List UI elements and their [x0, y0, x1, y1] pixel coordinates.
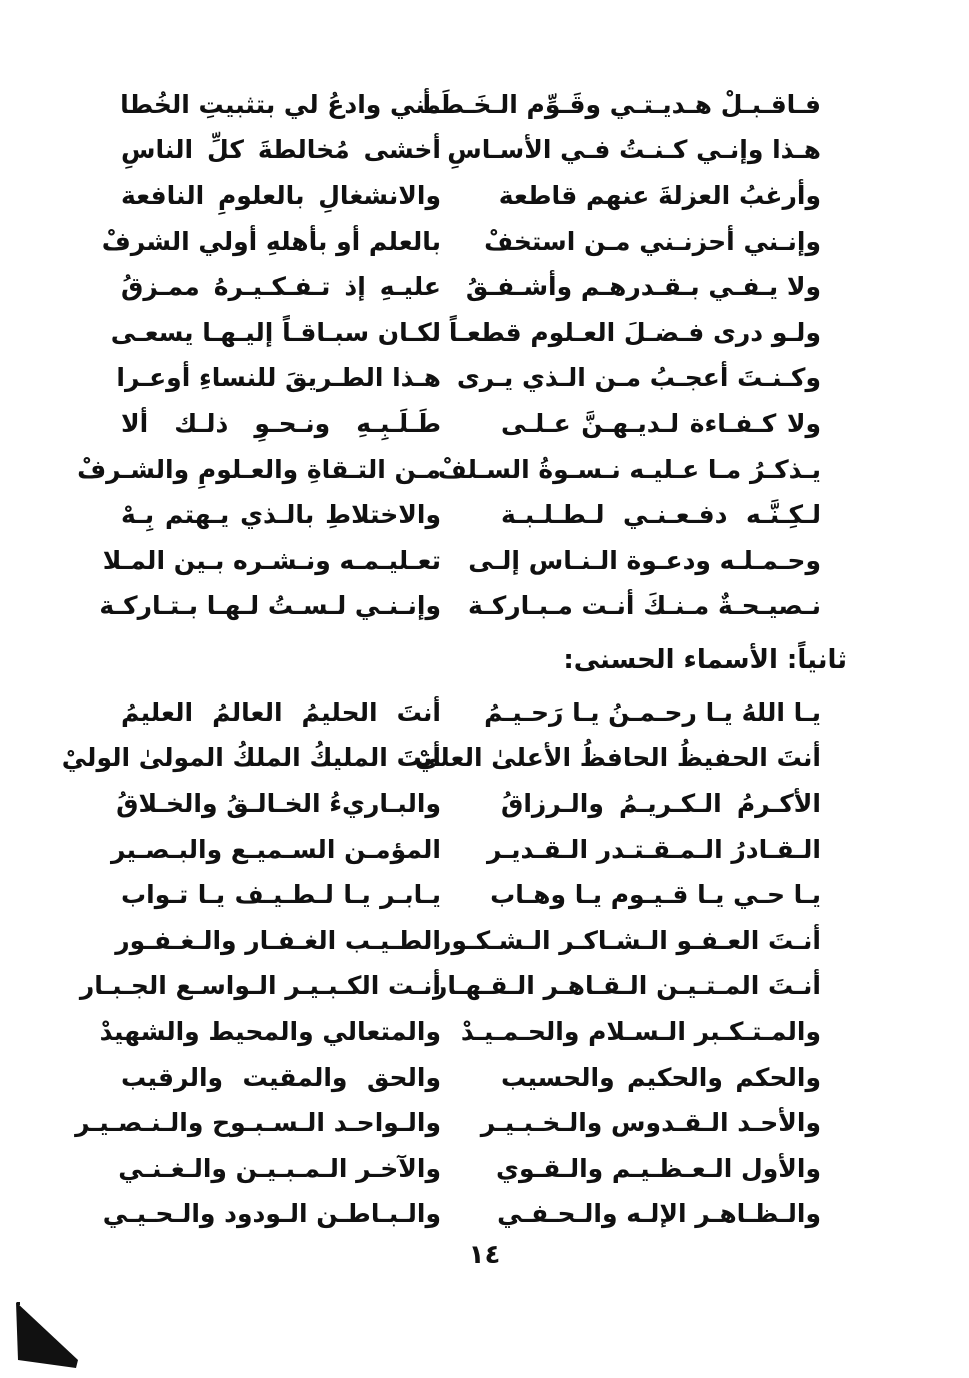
- verse-first-half: أنتَ الحفيظُ الحافظُ الأعلىٰ العليْ: [414, 743, 821, 773]
- verse-first-half: ولا يـفـي بـقـدرهـم وأشـفـقُ: [465, 272, 821, 302]
- verse-second-half: أخشى مُخالطةَ كلِّ الناسِ: [121, 135, 441, 165]
- verse-second-half: والاختلاطِ بالـذي يـهتم بِـهْ: [121, 500, 441, 530]
- poem-stanza-1: [77, 82, 821, 629]
- verse-second-half: مـن التـقاةِ والعـلومِ والشـرفْ: [77, 454, 441, 484]
- verse-row: [75, 1100, 821, 1146]
- verse-second-half: والـواحـد الـسـبـوح والـنـصـيـر: [75, 1108, 441, 1138]
- page-number: ١٤: [468, 1240, 501, 1270]
- verse-row: [118, 1146, 821, 1192]
- verse-second-half: أنـت الكـبـيـر الـواسـع الجـبـار: [79, 971, 441, 1001]
- verse-row: [99, 1009, 821, 1055]
- verse-first-half: هـذا وإنـي كـنـتُ فـي الأسـاسِ: [447, 135, 821, 165]
- verse-first-half: والأول الـعـظـيـم والـقـوي: [496, 1153, 821, 1183]
- verse-first-half: وأرغبُ العزلةَ عنهم قاطعة: [498, 180, 821, 210]
- verse-first-half: يـذكـرُ مـا عـليـه نـسـوةُ السـلفْ: [437, 454, 821, 484]
- verse-row: [121, 690, 821, 736]
- verse-row: [77, 447, 821, 493]
- verse-second-half: الطـيـب الغـفـار والـغـفـور: [115, 925, 441, 955]
- verse-row: [121, 401, 821, 447]
- verse-row: [101, 219, 821, 265]
- verse-second-half: طَـلَـبِـهِ ونـحـوِ ذلـك ألا: [121, 408, 441, 438]
- verse-second-half: والـبـاطـن الـودود والـحـيـي: [102, 1199, 441, 1229]
- verse-first-half: يـا حـي يـا قـيـوم يـا وهـاب: [490, 880, 821, 910]
- verse-first-half: يـا اللهُ يـا رحـمـنُ يـا رَحـيـمُ: [484, 697, 821, 727]
- verse-second-half: والبـاريءُ الخـالـقُ والخـلاقُ: [116, 788, 441, 818]
- verse-row: [121, 264, 821, 310]
- verse-first-half: والأحـد الـقـدوس والـخـبـيـر: [480, 1108, 821, 1138]
- verse-second-half: عليـهِ إذ تـفـكـيـرهُ ممـزقُ: [121, 272, 441, 302]
- verse-second-half: لكـان سبـاقـاً إليـهـا يسعـى: [110, 317, 441, 347]
- verse-second-half: والمتعالي والمحيط والشهيدْ: [99, 1016, 441, 1046]
- verse-row: [115, 918, 821, 964]
- verse-second-half: والحق والمقيت والرقيب: [121, 1062, 441, 1092]
- verse-row: [110, 827, 821, 873]
- verse-second-half: وإنـنـي لـسـتُ لـهـا بـتـاركـة: [99, 591, 441, 621]
- section-heading: ثانياً: الأسماء الحسنى:: [563, 645, 847, 675]
- verse-second-half: والانشغالِ بالعلومِ النافعة: [121, 180, 441, 210]
- verse-second-half: أنتَ الحليمُ العالمُ العليمُ: [121, 697, 441, 727]
- verse-row: [102, 538, 821, 584]
- verse-second-half: أنتَ المليكُ الملكُ المولىٰ الوليْ: [61, 743, 441, 773]
- verse-row: [102, 1192, 821, 1238]
- verse-second-half: المؤمـن السـميـع والبـصـير: [110, 834, 441, 864]
- verse-row: [79, 964, 821, 1010]
- verse-first-half: أنـتَ المـتـيـن الـقـاهـر الـقـهـار: [432, 971, 821, 1001]
- verse-first-half: وإنـني أحزنـني مـن استخفْ: [484, 226, 821, 256]
- verse-second-half: والآخـر الـمـبـيـن والـغـنـي: [118, 1153, 441, 1183]
- verse-first-half: وحـمـلـه ودعـوة الـنـاس إلـى: [468, 545, 821, 575]
- verse-first-half: والحكم والحكيم والحسيب: [501, 1062, 821, 1092]
- verse-first-half: والـظـاهـر الإلـه والـحـفـي: [497, 1199, 821, 1229]
- verse-first-half: الـقـادرُ الـمـقـتـدر الـقـديـر: [487, 834, 821, 864]
- verse-second-half: هـذا الطـريقَ للنساءِ أوعـرا: [116, 363, 441, 393]
- verse-row: [116, 356, 821, 402]
- verse-first-half: وكـنـتَ أعجـبُ مـن الـذي يـرى: [456, 363, 821, 393]
- scan-corner-shadow: [14, 1300, 78, 1368]
- verse-row: [99, 584, 821, 630]
- verse-second-half: يـابـر يـا لـطـيـف يـا تـواب: [121, 880, 441, 910]
- verse-row: [121, 82, 821, 128]
- verse-row: [121, 128, 821, 174]
- verse-second-half: مني وادعُ لي بتثبيتِ الخُطا: [120, 89, 441, 119]
- verse-row: [121, 1055, 821, 1101]
- verse-first-half: أنـتَ العـفـو الـشـاكـر الـشـكـور: [436, 925, 821, 955]
- verse-row: [121, 872, 821, 918]
- verse-first-half: ولا كـفـاءة لـديـهـنَّ عـلـى: [501, 408, 821, 438]
- verse-row: [110, 310, 821, 356]
- verse-row: [121, 492, 821, 538]
- verse-first-half: نـصيـحـةٌ مـنـكَ أنـت مـبـاركـة: [468, 591, 821, 621]
- verse-second-half: تعـليـمـه ونـشـره بـين المـلا: [102, 545, 441, 575]
- verse-row: [121, 173, 821, 219]
- verse-first-half: والمـتـكـبر الـسـلام والحـمـيـدْ: [460, 1016, 821, 1046]
- verse-first-half: فـاقـبـلْ هـديـتـي وقَـوِّم الـخَـطَـأ: [422, 89, 821, 119]
- verse-second-half: بالعلم أو بأهلهِ أولي الشرفْ: [101, 226, 441, 256]
- verse-row: [116, 781, 821, 827]
- verse-first-half: لـكِـنَّـه دفـعـنـي لـطـلـبـة: [501, 500, 821, 530]
- verse-first-half: الأكـرمُ الـكـريـمُ والـرزاقُ: [501, 788, 821, 818]
- poem-stanza-2: [61, 690, 821, 1237]
- verse-first-half: ولـو درى فـضـلَ العـلوم قطعـاً: [448, 317, 821, 347]
- verse-row: [61, 736, 821, 782]
